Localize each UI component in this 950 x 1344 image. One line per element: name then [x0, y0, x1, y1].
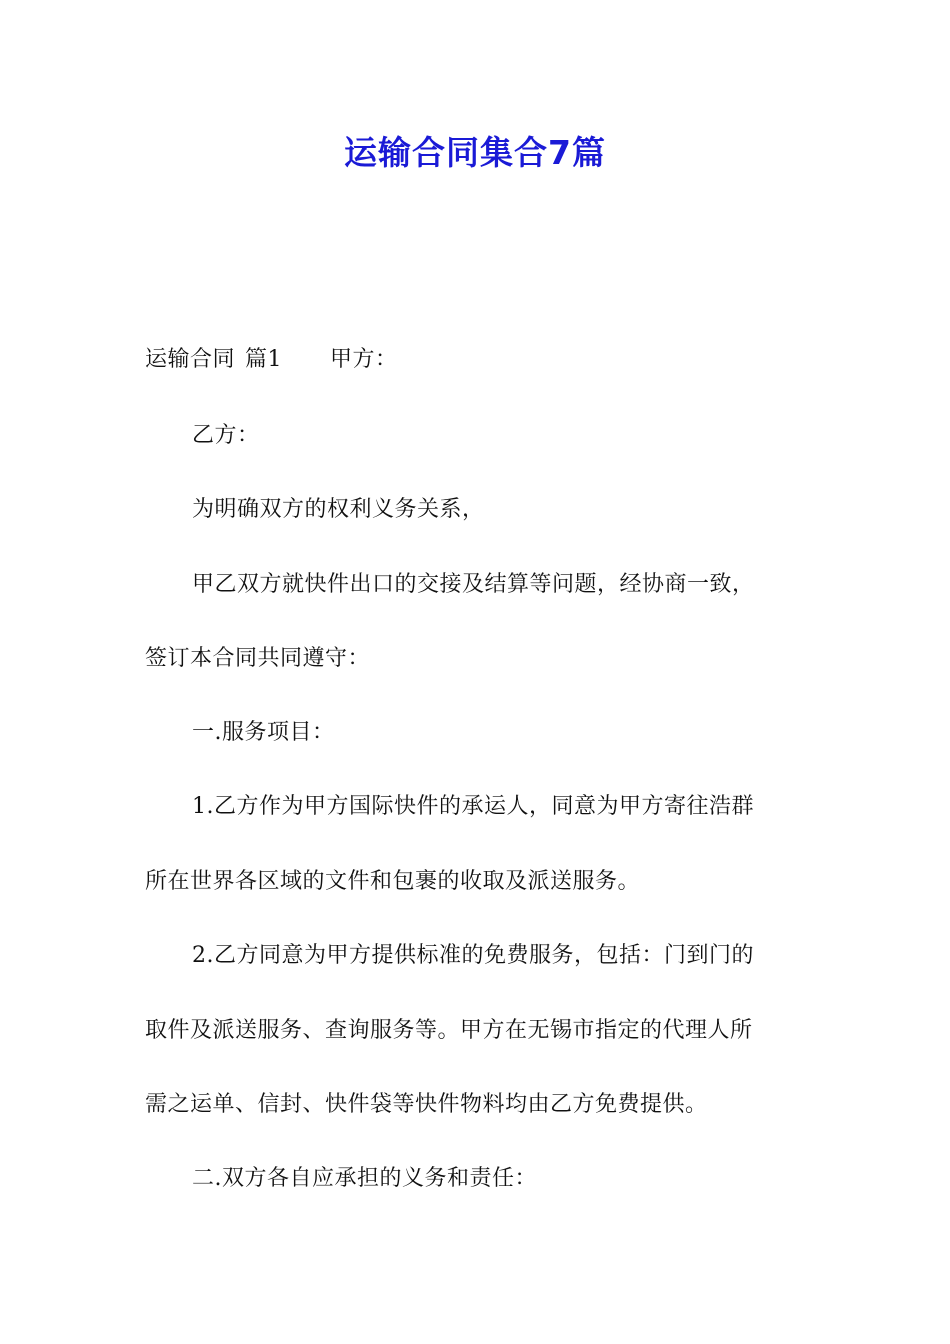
- clause-heading: 二.双方各自应承担的义务和责任：: [192, 1166, 537, 1191]
- section-heading: 运输合同: [145, 347, 236, 372]
- paragraph-line: 2.乙方同意为甲方提供标准的免费服务，包括：门到门的: [192, 943, 754, 968]
- section-heading-line: [145, 344, 398, 376]
- paragraph-line: 所在世界各区域的文件和包裹的收取及派送服务。: [145, 869, 641, 894]
- paragraph-line: 签订本合同共同遵守：: [145, 646, 371, 671]
- party-a-label: 甲方：: [330, 347, 398, 372]
- paragraph-line: 甲乙双方就快件出口的交接及结算等问题，经协商一致，: [192, 572, 755, 597]
- paragraph-line: 1.乙方作为甲方国际快件的承运人，同意为甲方寄往浩群: [192, 794, 754, 819]
- clause-heading: 一.服务项目：: [192, 720, 335, 745]
- document-title: 运输合同集合7篇: [344, 133, 606, 172]
- section-number: 篇1: [245, 347, 283, 372]
- paragraph-line: 需之运单、信封、快件袋等快件物料均由乙方免费提供。: [145, 1092, 708, 1117]
- paragraph-line: 取件及派送服务、查询服务等。甲方在无锡市指定的代理人所: [145, 1018, 753, 1043]
- paragraph-line: 为明确双方的权利义务关系，: [192, 497, 485, 522]
- party-b-label: 乙方：: [192, 423, 260, 448]
